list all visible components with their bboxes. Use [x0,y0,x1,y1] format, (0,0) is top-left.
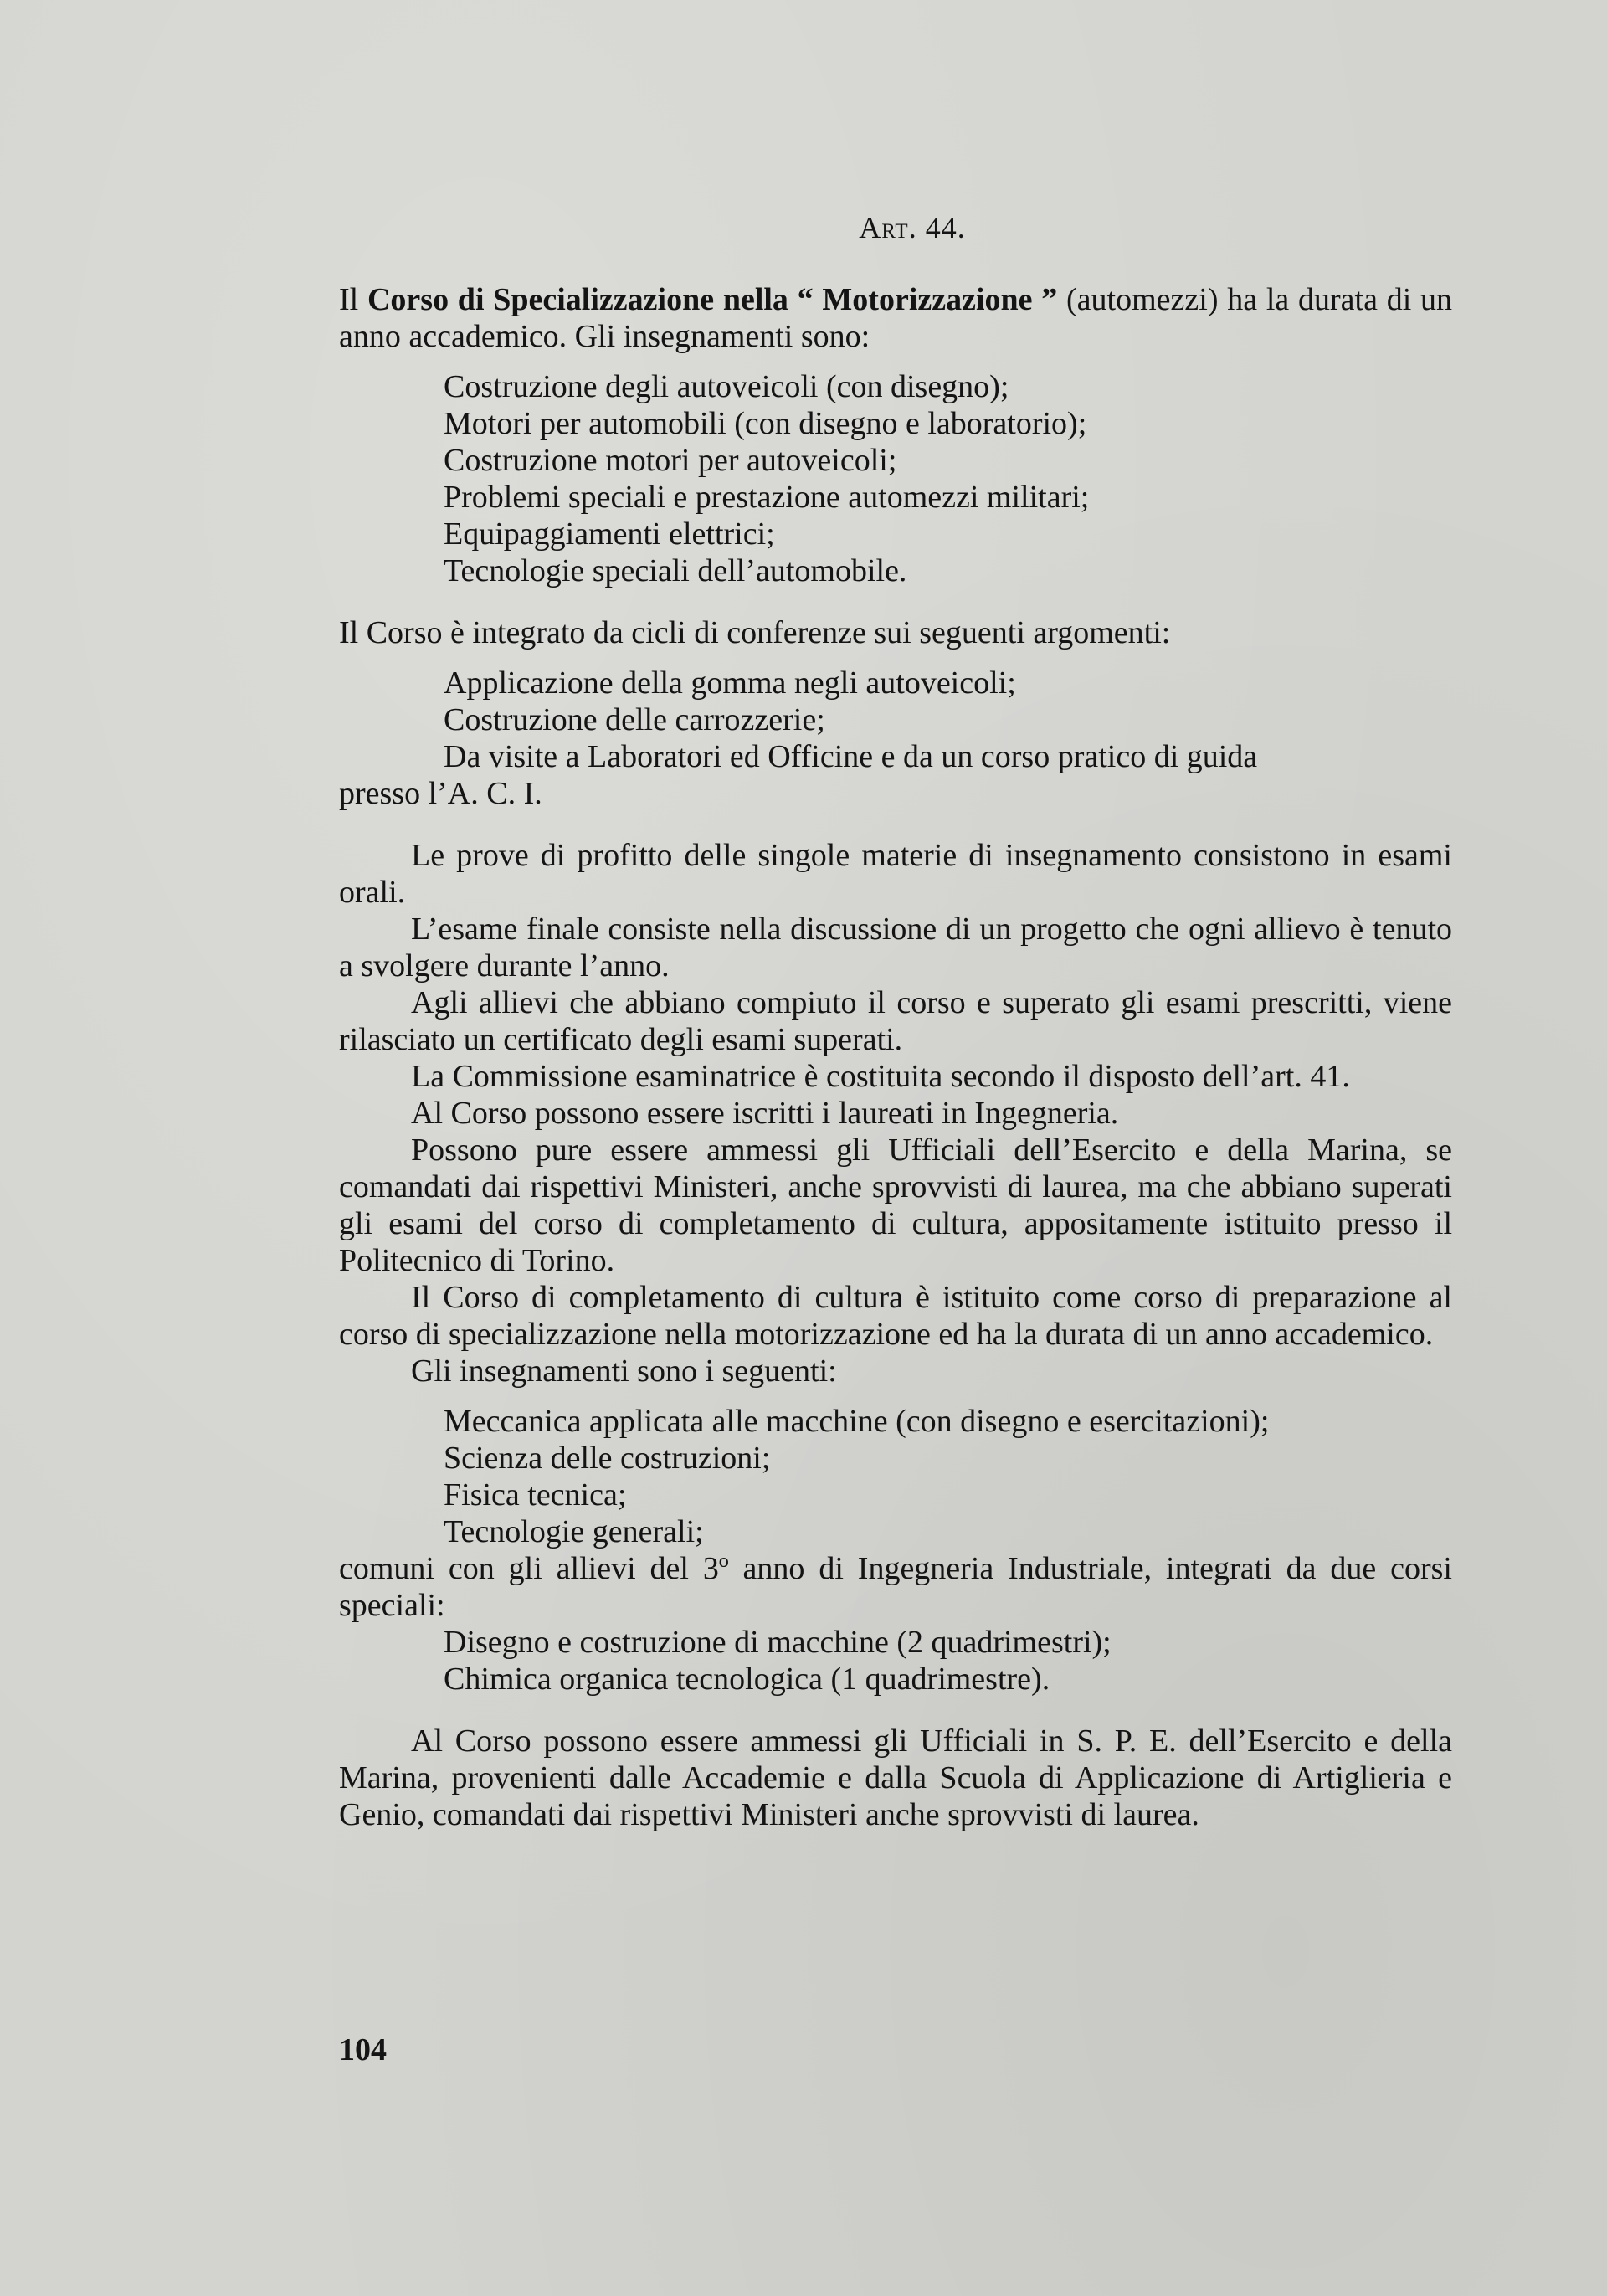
list-item: Applicazione della gomma negli autoveicoli; [444,665,1016,701]
paragraph: Il Corso di completamento di cultura è istituito come corso di preparazione al corso di specializzazione nella motorizzazione ed ha la durata di un anno accademico. [339,1280,1452,1352]
common-courses-line: comuni con gli allievi del 3º anno di Ingegneria Industriale, integrati da due corsi speciali: [339,1551,1452,1623]
list-item: Tecnologie speciali dell’automobile. [444,553,907,588]
intro-text-start: Il [339,282,367,317]
paragraph: L’esame finale consiste nella discussione di un progetto che ogni allievo è tenuto a svolgere durante l’anno. [339,912,1452,984]
article-number: 44. [925,211,966,244]
paragraph: Gli insegnamenti sono i seguenti: [411,1353,837,1389]
article-body [339,209,1452,1833]
paragraph: La Commissione esaminatrice è costituita secondo il disposto dell’art. 41. [411,1059,1350,1094]
list-item: Meccanica applicata alle macchine (con disegno e esercitazioni); [444,1404,1270,1439]
list-item: Motori per automobili (con disegno e laboratorio); [444,406,1087,441]
list-item: Disegno e costruzione di macchine (2 quadrimestri); [444,1625,1112,1660]
list-item: Problemi speciali e prestazione automezzi militari; [444,480,1090,515]
list-item: Chimica organica tecnologica (1 quadrimestre). [444,1662,1050,1697]
paragraph: Al Corso possono essere iscritti i laureati in Ingegneria. [411,1096,1119,1131]
list-item: Costruzione delle carrozzerie; [444,702,825,737]
intro-text-end: (automezzi) ha la durata di un anno accademico. Gli insegnamenti sono: [339,282,1452,354]
list-item: Fisica tecnica; [444,1477,627,1513]
page-number: 104 [339,2032,387,2067]
conference-list [339,665,1452,775]
article-label: Art. [859,211,917,244]
paragraph: Possono pure essere ammessi gli Ufficiali dell’Esercito e della Marina, se comandati dai rispettivi Ministeri, anche sprovvisti di laurea, ma che abbiano superati gli esami del corso di completamento di cultura, appositamente istituito presso il Politecnico di Torino. [339,1133,1452,1278]
course-list [339,368,1452,589]
article-heading [339,209,1452,246]
list-item: Da visite a Laboratori ed Officine e da un corso pratico di guida [444,739,1258,774]
list-item: Costruzione motori per autoveicoli; [444,443,897,478]
list-item: Scienza delle costruzioni; [444,1441,771,1476]
paragraph: Le prove di profitto delle singole materie di insegnamento consistono in esami orali. [339,838,1452,910]
intro-paragraph [339,281,1452,355]
list-item: Costruzione degli autoveicoli (con disegno); [444,369,1009,404]
final-paragraph: Al Corso possono essere ammessi gli Ufficiali in S. P. E. dell’Esercito e della Marina, provenienti dalle Accademie e dalla Scuola di Applicazione di Artiglieria e Genio, comandati dai rispettivi Ministeri anche sprovvisti di laurea. [339,1723,1452,1832]
list-item: Equipaggiamenti elettrici; [444,516,775,552]
visits-continuation: presso l’A. C. I. [339,776,542,811]
course-title: Corso di Specializzazione nella “ Motorizzazione ” [367,282,1058,317]
paragraph: Agli allievi che abbiano compiuto il corso e superato gli esami prescritti, viene rilasciato un certificato degli esami superati. [339,985,1452,1057]
special-course-list [339,1624,1452,1698]
conferences-intro: Il Corso è integrato da cicli di conferenze sui seguenti argomenti: [339,615,1171,650]
prep-course-list [339,1403,1452,1550]
list-item: Tecnologie generali; [444,1514,704,1549]
